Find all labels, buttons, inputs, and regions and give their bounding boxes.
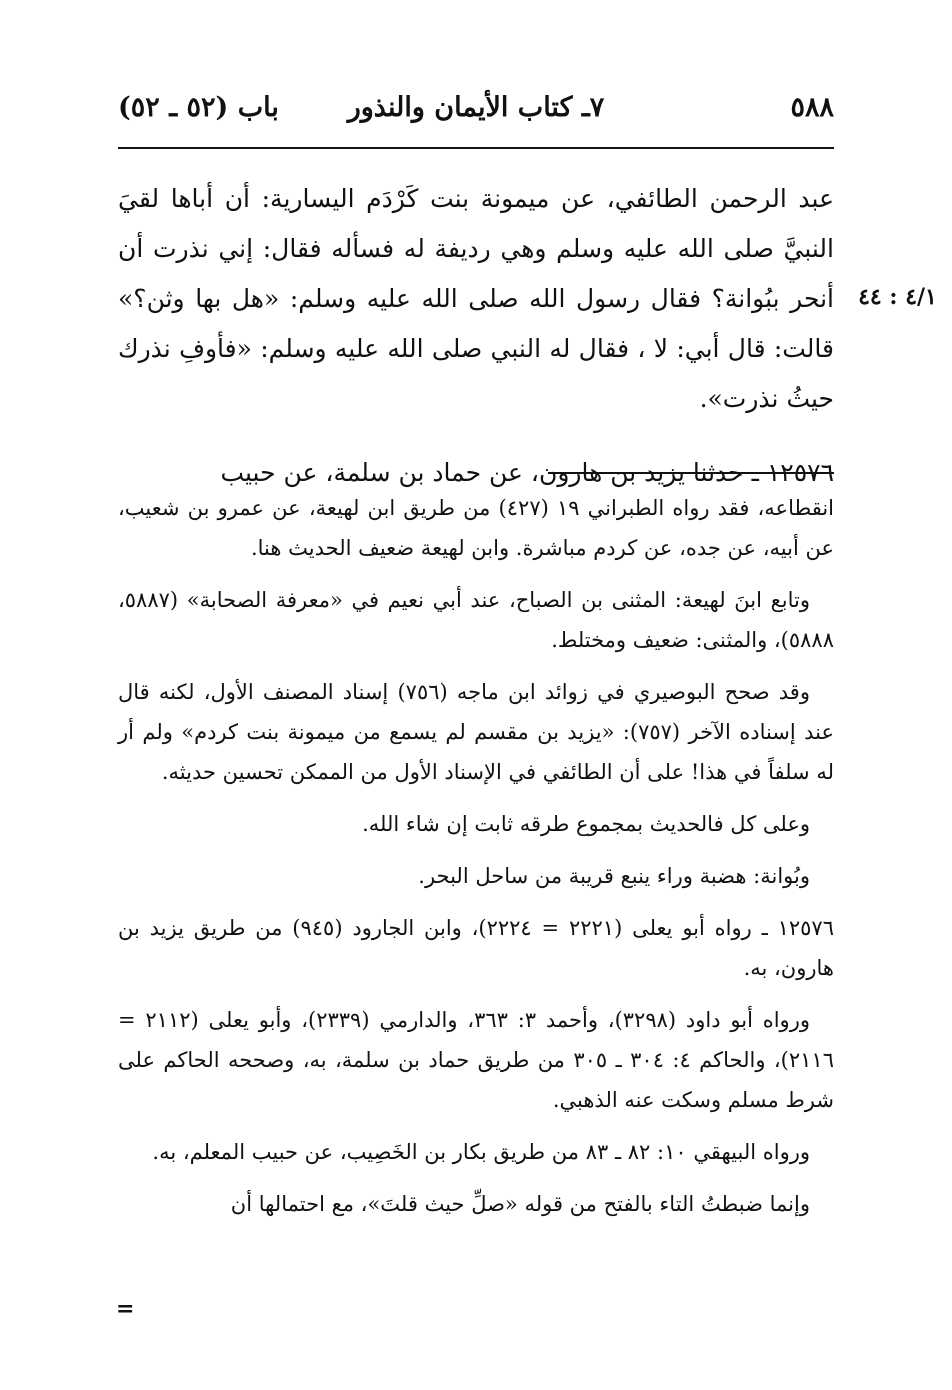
footnote-paragraph: وقد صحح البوصيري في زوائد ابن ماجه (٧٥٦) إسناد المصنف الأول، لكنه قال عند إسناده الآخر (٧٥٧): «يزيد بن مقسم لم يسمع من ميمونة بنت كردم» ولم أر له سلفاً في هذا! على أن الطائفي في الإسناد الأول من الممكن تحسين حديثه.	[118, 680, 834, 784]
footnote-paragraph: وبُوانة: هضبة وراء ينبع قريبة من ساحل البحر.	[418, 864, 810, 888]
footnote-paragraph: وتابع ابنَ لهيعة: المثنى بن الصباح، عند أبي نعيم في «معرفة الصحابة» (٥٨٨٧، ٥٨٨٨)، والمثنى: ضعيف ومختلط.	[118, 588, 834, 652]
footnote-paragraph: ورواه البيهقي ١٠: ٨٢ ـ ٨٣ من طريق بكار بن الخَصِيب، عن حبيب المعلم، به.	[152, 1140, 810, 1164]
continuation-mark: =	[116, 1296, 135, 1322]
footnotes	[118, 488, 834, 1236]
page-header	[118, 92, 834, 132]
hadith-chain: ١٢٥٧٦ ـ حدثنا يزيد بن هارون، عن حماد بن سلمة، عن حبيب	[220, 458, 834, 487]
footnote-paragraph: انقطاعه، فقد رواه الطبراني ١٩ (٤٢٧) من طريق ابن لهيعة، عن عمرو بن شعيب، عن أبيه، عن جده، عن كردم مباشرة. وابن لهيعة ضعيف الحديث هنا.	[118, 496, 834, 560]
footnote-paragraph: ١٢٥٧٦ ـ رواه أبو يعلى (٢٢٢١ = ٢٢٢٤)، وابن الجارود (٩٤٥) من طريق يزيد بن هارون، به.	[118, 916, 834, 980]
header-divider	[118, 147, 834, 149]
main-text	[118, 174, 834, 498]
margin-reference: ٤/١ : ٤٤	[858, 284, 937, 310]
footnote-divider	[548, 472, 834, 474]
hadith-text: عبد الرحمن الطائفي، عن ميمونة بنت كَرْدَم اليسارية: أن أباها لقيَ النبيَّ صلى الله عليه وسلم وهي رديفة له فسأله فقال: إني نذرت أن أنحر ببُوانة؟ فقال رسول الله صلى الله عليه وسلم: «هل بها وثن؟» قالت: قال أبي: لا ، فقال له النبي صلى الله عليه وسلم: «فأوفِ نذرك حيثُ نذرت».	[118, 184, 834, 413]
footnote-paragraph: وعلى كل فالحديث بمجموع طرقه ثابت إن شاء الله.	[362, 812, 810, 836]
footnote-paragraph: وإنما ضبطتُ التاء بالفتح من قوله «صلِّ حيث قلتَ»، مع احتمالها أن	[230, 1192, 810, 1216]
page-number: ٥٨٨	[790, 92, 834, 123]
section-label: باب (٥٢ ـ ٥٢)	[118, 92, 279, 123]
chapter-title: ٧ـ كتاب الأيمان والنذور	[347, 92, 605, 123]
footnote-paragraph: ورواه أبو داود (٣٢٩٨)، وأحمد ٣: ٣٦٣، والدارمي (٢٣٣٩)، وأبو يعلى (٢١١٢ = ٢١١٦)، والحاكم ٤: ٣٠٤ ـ ٣٠٥ من طريق حماد بن سلمة، به، وصححه الحاكم على شرط مسلم وسكت عنه الذهبي.	[118, 1008, 834, 1112]
